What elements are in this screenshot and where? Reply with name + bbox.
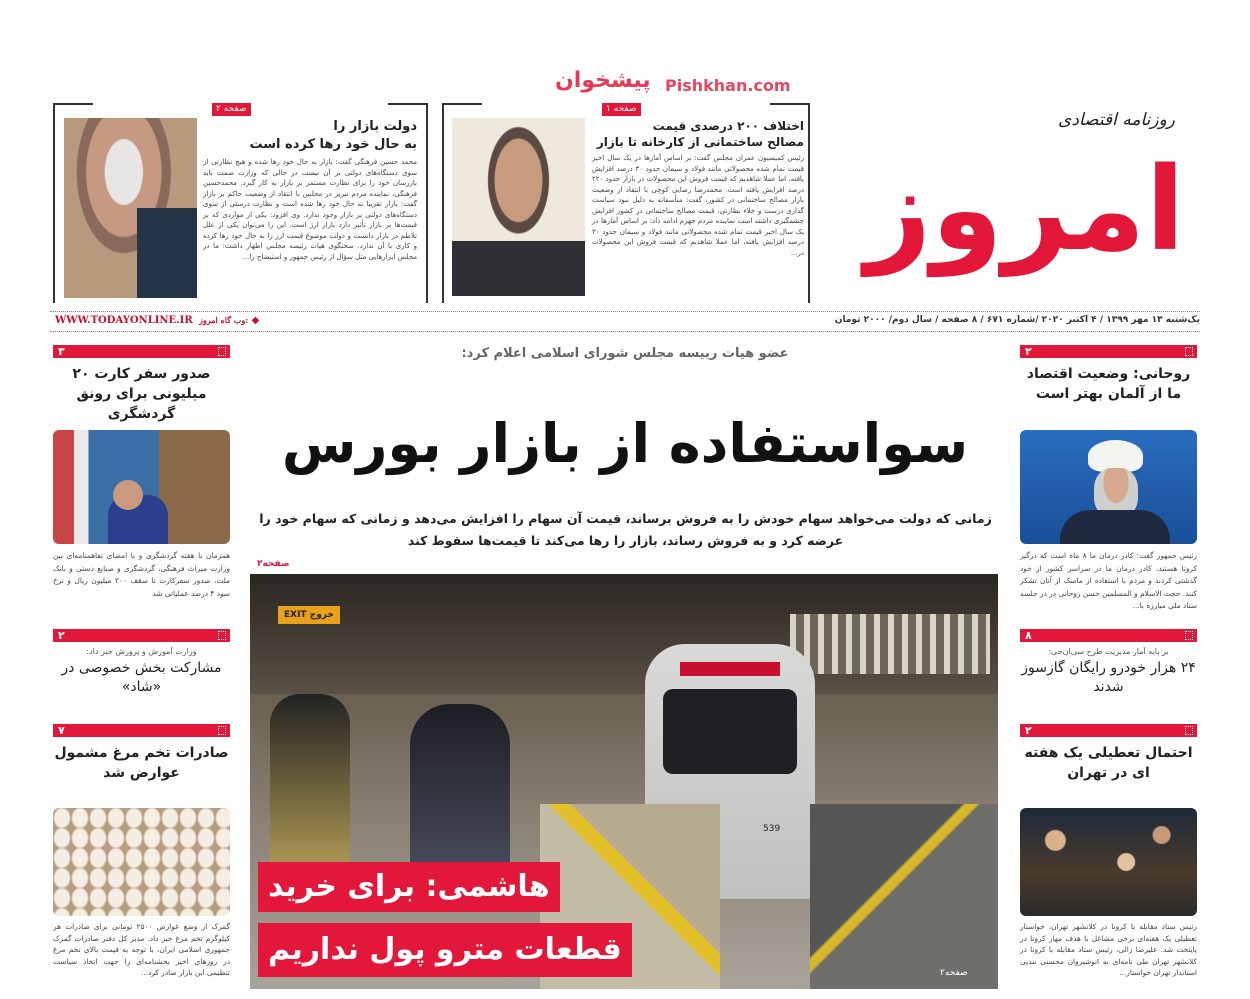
news-title: صدور سفر کارت ۲۰ میلیونی برای رونق گردشگری (72, 366, 211, 422)
story-body: محمد حسین فرهنگی گفت: بازار به حال خود رها شده و هیچ نظارتی از سوی دستگاه‌های دولتی بر آن نیست در حالی که وزارت صمت باید بازرسان خود را برای نظارت مستمر بر بازار به کار گیرد. محمدحسین فرهنگی، نماینده مردم تبریز در مجلس با انتقاد از وضعیت حاکم بر بازار گفت: بازار تقریبا به حال خود رها شده است و نظارت درستی از سوی دستگاه‌های دولتی بر بازار وجود ندارد. وی افزود: یکی از مواردی که بر قیمت‌ها بر بازار تأثیر دارد بازار ارز است. این را می‌توان یکی از علل تلاطم در بازار دانست و دولت موضوع قیمت ارز را به حال خود رها کرده و کاری با آن ندارد. سخنگوی هیات رئیسه مجلس اظهار داشت: ما در مجلس ابزارهایی مثل سؤال از رئیس جمهور و استیضاح را... (203, 158, 417, 261)
dateline: یک‌شنبه ۱۳ مهر ۱۳۹۹ / ۴ اکتبر ۲۰۲۰ /شماره ۶۷۱ / ۸ صفحه / سال دوم/ ۲۰۰۰ تومان (834, 315, 1200, 325)
news-title: احتمال تعطیلی یک هفته ای در تهران (1024, 745, 1193, 781)
story-title: مصالح ساختمانی از کارخانه تا بازار (596, 135, 804, 149)
page-number[interactable]: ۳ (58, 345, 65, 358)
story-title: اختلاف ۲۰۰ درصدی قیمت (652, 119, 804, 133)
frame-corner (388, 103, 428, 105)
portrait-photo (452, 118, 585, 296)
website-label: وب گاه امروز: (199, 315, 249, 325)
section-bar (53, 345, 230, 358)
portrait-photo (64, 118, 197, 298)
page-ref[interactable]: صفحه ۲ (212, 103, 251, 116)
news-title: روحانی: وضعیت اقتصاد ما از آلمان بهتر است (1026, 366, 1191, 402)
dots-icon (218, 726, 226, 735)
news-body: گمرک از وضع عوارض ۲۵۰۰ تومانی برای صادرات هر کیلوگرم تخم مرغ خبر داد. مدیر کل دفتر صادرات گمرک جمهوری اسلامی ایران، با توجه به قیمت بالای تخم مرغ در روزهای اخیر بخشنامه‌ای را جهت اتخاذ سیاست تنظیمی این بازار صادر کرد... (53, 922, 230, 977)
story-text (592, 118, 804, 258)
section-bar (1020, 629, 1197, 642)
news-title: صادرات تخم مرغ مشمول عوارض شد (54, 745, 229, 781)
arrow-icon: ◆ (251, 315, 260, 326)
frame-corner (442, 103, 482, 105)
divider (50, 331, 1200, 332)
dots-icon (1185, 631, 1193, 640)
page-ref[interactable]: صفحه۲ (940, 968, 968, 978)
section-bar (53, 629, 230, 642)
page-ref[interactable]: صفحه۲ (257, 559, 290, 569)
newspaper-logo: امروز (865, 143, 1185, 277)
website-url[interactable]: WWW.TODAYONLINE.IR (55, 315, 193, 326)
dots-icon (218, 631, 226, 640)
eggs-photo (53, 808, 230, 916)
page-number[interactable]: ۲ (1025, 345, 1032, 358)
crowd-photo (1020, 808, 1197, 916)
watermark: پیشخوان (555, 68, 651, 93)
tourism-photo (53, 430, 230, 544)
dots-icon (218, 347, 226, 356)
newspaper-tagline: روزنامه اقتصادی (1058, 110, 1175, 130)
page-number[interactable]: ۲ (1025, 724, 1032, 737)
dots-icon (1185, 726, 1193, 735)
rouhani-photo (1020, 430, 1197, 544)
news-title: ۲۴ هزار خودرو رایگان گازسوز شدند (1021, 660, 1196, 695)
page-number[interactable]: ۸ (1025, 629, 1032, 642)
train-number: 539 (763, 824, 781, 834)
story-text (203, 118, 417, 262)
page-ref[interactable]: صفحه ۱ (602, 103, 641, 116)
divider (50, 311, 1200, 312)
section-bar (1020, 724, 1197, 737)
news-kicker: وزارت آموزش و پرورش خبر داد: (86, 647, 197, 656)
news-body: همزمان با هفته گردشگری و با امضای تفاهمنامه‌ای بین وزارت میراث فرهنگی، گردشگری و صنایع دستی و بانک ملت، صدور سفرکارت تا سقف ۲۰۰ میلیون ریال و نرخ سود ۴ درصد عملیاتی شد (53, 551, 230, 598)
story-title: دولت بازار را (333, 119, 417, 134)
section-bar (1020, 345, 1197, 358)
photo-caption-line1: هاشمی: برای خرید (258, 862, 560, 912)
lead-summary: زمانی که دولت می‌خواهد سهام خودش را به فروش برساند، قیمت آن سهام را افزایش می‌دهد و زمانی که سهام خود را عرضه کرد و به فروش رساند، بازار را رها می‌کند تا قیمت‌ها سقوط کند (259, 511, 992, 548)
dots-icon (1185, 347, 1193, 356)
story-title: به حال خود رها کرده است (249, 137, 417, 152)
news-title: مشارکت بخش خصوصی در «شاد» (61, 660, 222, 695)
lead-kicker: عضو هیات رییسه مجلس شورای اسلامی اعلام کرد: (461, 346, 789, 361)
news-body: رئیس ستاد مقابله با کرونا در کلانشهر تهران، خواستار تعطیلی یک هفته‌ای برخی مشاغل با هدف مهار کرونا در پایتخت شد. علیرضا زالی، رئیس ستاد مقابله با کرونا در کلانشهر تهران طی نامه‌ای به انوشیروان محسنی بندپی استاندار تهران خواستار... (1020, 922, 1197, 977)
photo-caption-line2: قطعات مترو پول نداریم (258, 923, 632, 977)
news-body: رئیس جمهور گفت: کادر درمان ما ۸ ماه است که درگیر کرونا هستند، کادر درمان ما در سراسر کشور از خود گذشتی کردند و مردم با استفاده از ماسک از آنان تشکر کنند. حجت الاسلام و المسلمین حسن روحانی در در جلسه ستاد ملی مبارزه با... (1020, 551, 1197, 610)
website-link[interactable] (55, 315, 259, 326)
frame-corner (53, 103, 93, 105)
exit-sign: خروج EXIT (278, 606, 340, 624)
news-kicker: بر پایه آمار مدیریت طرح سی‌ان‌جی: (1048, 647, 1169, 656)
section-bar (53, 724, 230, 737)
lead-headline: سواستفاده از بازار بورس (281, 412, 969, 475)
story-body: رئیس کمیسیون عمران مجلس گفت: بر اساس آمارها در یک سال اخیر قیمت تمام شده محصولاتی مانند فولاد و سیمان حدود ۳۰ درصد افزایش یافته، اما عملا شاهدیم که قیمت فروش این محصولات در بازار حدود ۲۲۰ درصد افزایش یافته است. محمدرضا رضایی کوچی با انتقاد از وضعیت بازار مصالح ساختمانی در کشور، گفت: متأسفانه به دلیل نبود سیاست گذاری درست و خلاء نظارتی، قیمت مصالح ساختمانی در کشور افزایش چشمگیری داشته است نماینده مردم جهرم ادامه داد: بر اساس آمارها در یک سال اخیر قیمت تمام شده محصولاتی مانند فولاد و سیمان حدود ۳۰ درصد افزایش یافته، اما عملا شاهدیم که قیمت فروش این محصولات در... (592, 154, 804, 257)
watermark-url: Pishkhan.com (665, 76, 791, 95)
frame-corner (770, 103, 810, 105)
page-number[interactable]: ۷ (58, 724, 65, 737)
page-number[interactable]: ۲ (58, 629, 65, 642)
